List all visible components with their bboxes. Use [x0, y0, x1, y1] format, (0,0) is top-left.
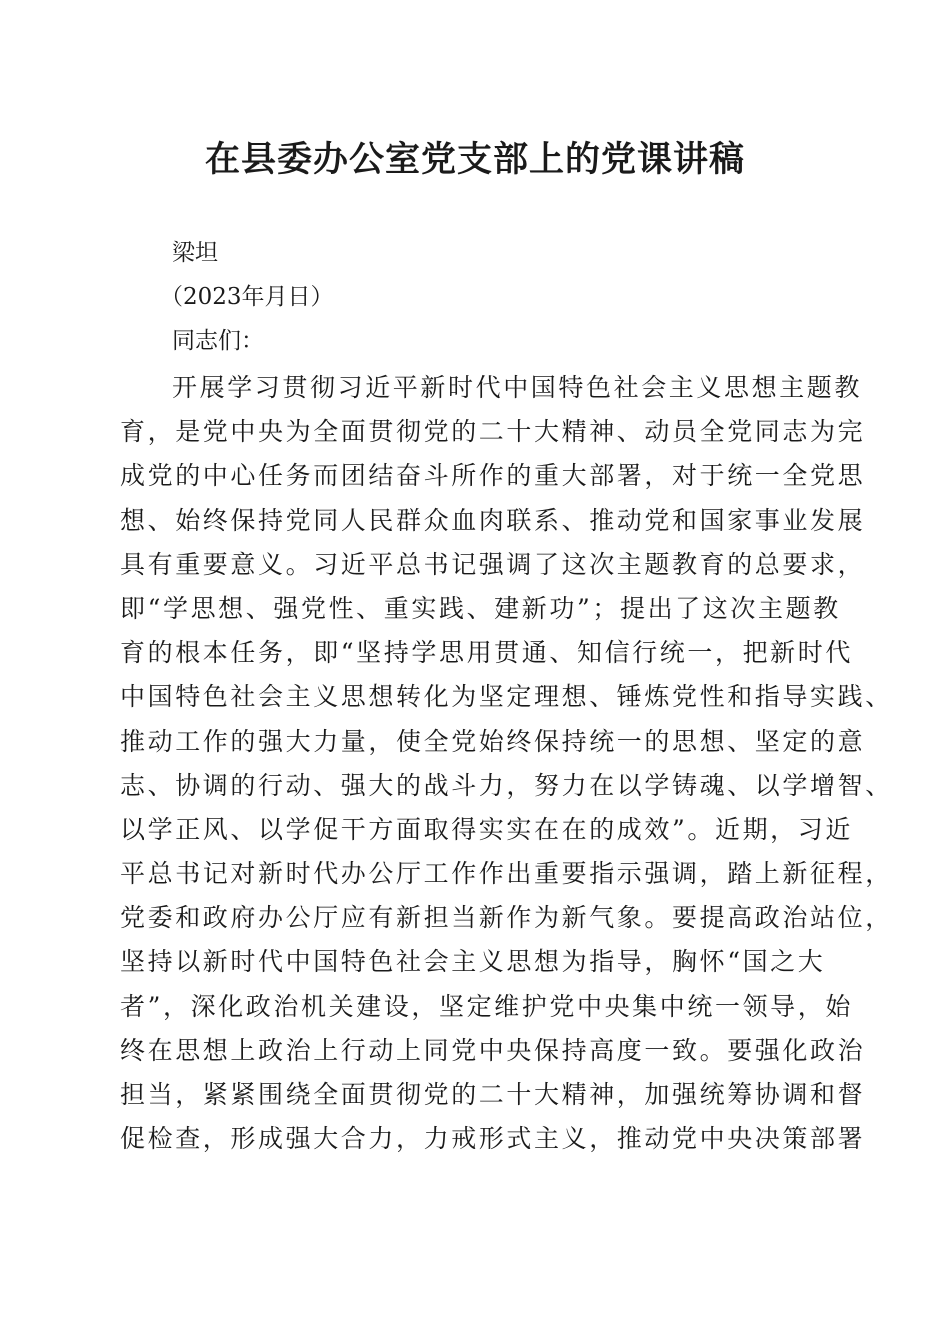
body-line: 平总书记对新时代办公厅工作作出重要指示强调，踏上新征程， — [120, 859, 893, 889]
body-line: 开展学习贯彻习近平新时代中国特色社会主义思想主题教 — [172, 373, 863, 402]
body-paragraph — [120, 366, 893, 1161]
greeting: 同志们： — [172, 328, 264, 354]
body-line: 以学正风、以学促干方面取得实实在在的成效”。近期，习近 — [120, 814, 853, 844]
body-line: 想、始终保持党同人民群众血肉联系、推动党和国家事业发展 — [120, 505, 866, 535]
body-line: 者”，深化政治机关建设，坚定维护党中央集中统一领导，始 — [120, 991, 853, 1021]
body-line: 担当，紧紧围绕全面贯彻党的二十大精神，加强统筹协调和督 — [120, 1080, 866, 1109]
body-line: 党委和政府办公厅应有新担当新作为新气象。要提高政治站位， — [120, 903, 893, 933]
body-line: 终在思想上政治上行动上同党中央保持高度一致。要强化政治 — [120, 1035, 866, 1065]
body-line: 具有重要意义。习近平总书记强调了这次主题教育的总要求， — [120, 549, 866, 579]
document-date: （2023年月日） — [160, 284, 334, 310]
author-name: 梁坦 — [172, 240, 218, 266]
body-line: 成党的中心任务而团结奋斗所作的重大部署，对于统一全党思 — [120, 461, 866, 491]
body-line: 推动工作的强大力量，使全党始终保持统一的思想、坚定的意 — [120, 726, 866, 756]
body-line: 育，是党中央为全面贯彻党的二十大精神、动员全党同志为完 — [120, 417, 866, 447]
body-line: 即“学思想、强党性、重实践、建新功”；提出了这次主题教 — [120, 593, 841, 623]
body-line: 坚持以新时代中国特色社会主义思想为指导，胸怀“国之大 — [120, 947, 826, 977]
body-line: 志、协调的行动、强大的战斗力，努力在以学铸魂、以学增智、 — [120, 770, 893, 800]
body-line: 促检查，形成强大合力，力戒形式主义，推动党中央决策部署 — [120, 1124, 866, 1154]
body-line: 中国特色社会主义思想转化为坚定理想、锤炼党性和指导实践、 — [120, 682, 893, 712]
body-line: 育的根本任务，即“坚持学思用贯通、知信行统一，把新时代 — [120, 638, 853, 668]
document-title: 在县委办公室党支部上的党课讲稿 — [204, 139, 745, 180]
